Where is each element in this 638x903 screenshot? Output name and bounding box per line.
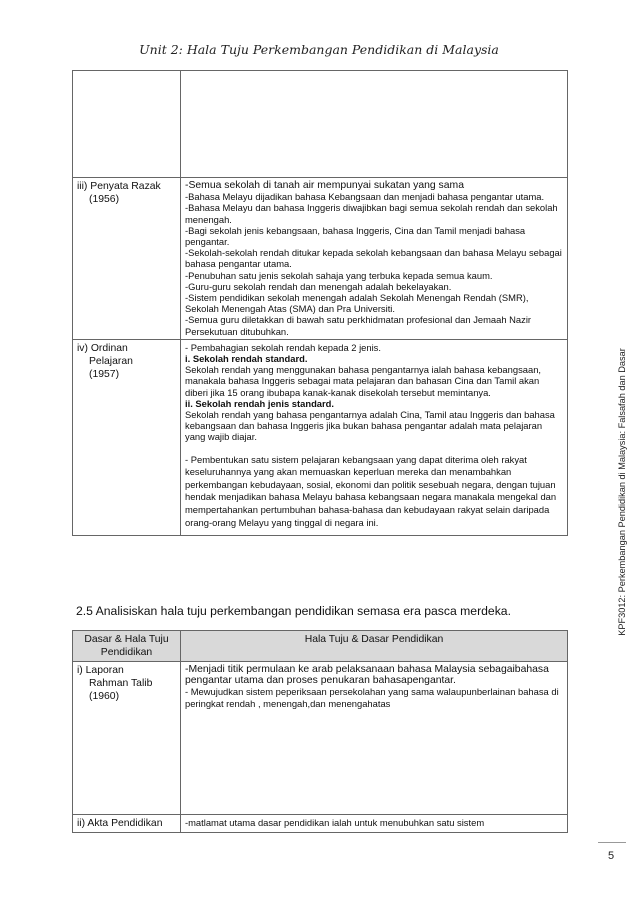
akta-label: ii) Akta Pendidikan xyxy=(77,818,163,829)
blank-cell-right xyxy=(181,71,568,178)
ordinan-heading-1: i. Sekolah rendah standard. xyxy=(185,353,308,365)
rahman-year: (1960) xyxy=(89,691,120,702)
table-row-razak xyxy=(73,178,568,340)
ordinan-para-3: - Pembentukan satu sistem pelajaran kebangsaan yang dapat diterima oleh rakyat keseluruhannya yang akan memuaskan keperluan mereka dan menambahkan perkembangan kebudayaan, sosial, ekonomi dan politik sesebuah negara, dengan tujuan hendak menjadikan bahasa Melayu bahasa kebangsaan negara manakala mengekal dan mempertahankan pertumbuhan bahasa-bahasa dan kebudayaan rakyat selain daripada orang-orang Melayu yang tinggal di negara ini. xyxy=(185,453,557,528)
ordinan-label-1: iv) Ordinan xyxy=(77,342,128,354)
page-number: 5 xyxy=(608,850,615,862)
akta-line: -matlamat utama dasar pendidikan ialah untuk menubuhkan satu sistem xyxy=(185,817,485,828)
razak-content-cell xyxy=(181,178,568,340)
table-row-blank xyxy=(73,71,568,178)
ordinan-label-2: Pelajaran xyxy=(89,355,133,367)
sidebar-course-title: KPF3012: Perkembangan Pendidikan di Malaysia: Falsafah dan Dasar xyxy=(617,348,627,636)
razak-line: -Sistem pendidikan sekolah menengah adalah Sekolah Menengah Rendah (SMR), Sekolah Menengah Atas (SMA) dan Pra Universiti. xyxy=(185,292,529,315)
table-header-row xyxy=(73,631,568,662)
akta-label-cell xyxy=(73,815,181,833)
razak-line: -Guru-guru sekolah rendah dan menengah adalah bekelayakan. xyxy=(185,280,452,292)
table-row-rahman xyxy=(73,662,568,815)
razak-line: -Sekolah-sekolah rendah ditukar kepada sekolah kebangsaan dan bahasa Melayu sebagai bahasa pengantar utama. xyxy=(185,247,562,270)
razak-line: -Bagi sekolah jenis kebangsaan, bahasa Inggeris, Cina dan Tamil menjadi bahasa pengantar. xyxy=(185,224,526,248)
rahman-label-cell xyxy=(73,662,181,815)
history-table xyxy=(72,70,568,536)
blank-cell-left xyxy=(73,71,181,178)
post-independence-table xyxy=(72,630,568,833)
akta-content-cell xyxy=(181,815,568,833)
rahman-label-2: Rahman Talib xyxy=(89,678,153,689)
header-col-1: Dasar & Hala Tuju Pendidikan xyxy=(73,631,181,662)
page-number-rule xyxy=(598,842,626,843)
razak-line: -Semua sekolah di tanah air mempunyai sukatan yang sama xyxy=(185,180,464,191)
razak-line: -Semua guru diletakkan di bawah satu perkhidmatan profesional dan Jemaah Nazir Persekutuan ditubuhkan. xyxy=(185,314,532,337)
razak-line: -Penubuhan satu jenis sekolah sahaja yang terbuka kepada semua kaum. xyxy=(185,269,493,281)
header-col-2: Hala Tuju & Dasar Pendidikan xyxy=(181,631,568,662)
rahman-line-2: - Mewujudkan sistem peperiksaan persekolahan yang sama walaupunberlainan bahasa di peringkat rendah , menengah,dan menengahatas xyxy=(185,686,559,709)
razak-label-cell xyxy=(73,178,181,340)
razak-line: -Bahasa Melayu dijadikan bahasa Kebangsaan dan menjadi bahasa pengantar utama. xyxy=(185,191,545,203)
rahman-label-1: i) Laporan xyxy=(77,665,124,676)
ordinan-intro: - Pembahagian sekolah rendah kepada 2 jenis. xyxy=(185,341,381,353)
razak-year: (1956) xyxy=(89,194,120,205)
table-row-ordinan xyxy=(73,339,568,535)
razak-label: iii) Penyata Razak xyxy=(77,181,161,192)
rahman-content-cell xyxy=(181,662,568,815)
ordinan-label-cell xyxy=(73,339,181,535)
razak-line: -Bahasa Melayu dan bahasa Inggeris diwajibkan bagi semua sekolah rendah dan sekolah menengah. xyxy=(185,202,558,225)
ordinan-para-1: Sekolah rendah yang menggunakan bahasa pengantarnya ialah bahasa kebangsaan, manakala bahasa Inggeris sebagai mata pelajaran dan bahasan Cina dan Tamil akan diberi jika 15 orang ibubapa kanak-kanak disekolah tersebut memintanya. xyxy=(185,364,542,398)
ordinan-heading-2: ii. Sekolah rendah jenis standard. xyxy=(185,397,335,409)
ordinan-year: (1957) xyxy=(89,368,120,380)
page-header: Unit 2: Hala Tuju Perkembangan Pendidikan di Malaysia xyxy=(139,42,499,57)
ordinan-para-2: Sekolah rendah yang bahasa pengantarnya adalah Cina, Tamil atau Inggeris dan bahasa kebangsaan dan bahasa Inggeris jika bukan bahasa pengantar adalah mata pelajaran yang wajib diajar. xyxy=(185,409,555,443)
table-row-akta xyxy=(73,815,568,833)
ordinan-content-cell xyxy=(181,339,568,535)
rahman-line-1: -Menjadi titik permulaan ke arab pelaksanaan bahasa Malaysia sebagaibahasa pengantar utama dan proses penukaran bahasapengantar. xyxy=(185,664,549,687)
section-heading: 2.5 Analisiskan hala tuju perkembangan pendidikan semasa era pasca merdeka. xyxy=(76,604,511,618)
